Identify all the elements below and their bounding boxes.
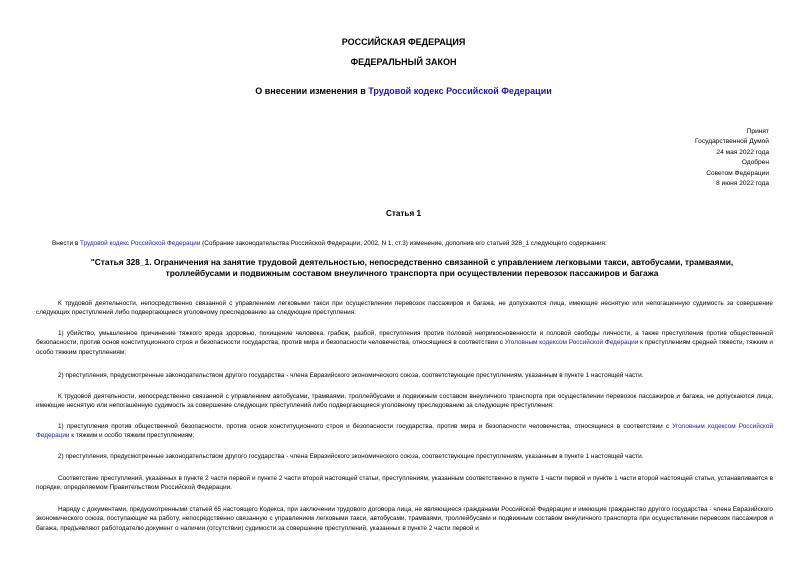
intro-suffix: (Собрание законодательства Российской Федерации, 2002, N 1, ст.3) изменение, дополнив его статьей 328_1 следующего содержания: [200,240,607,247]
adoption-line: 24 мая 2022 года [716,148,769,156]
header-country: РОССИЙСКАЯ ФЕДЕРАЦИЯ [341,37,466,47]
law-title [0,86,807,97]
labor-code-link[interactable]: Трудовой кодекс Российской Федерации [368,86,552,96]
header-law-type: ФЕДЕРАЛЬНЫЙ ЗАКОН [350,57,457,67]
article-intro [52,239,772,248]
paragraph [36,329,773,357]
new-article-heading: "Статья 328_1. Ограничения на занятие трудовой деятельностью, непосредственно связанной с управлением легковыми такси, автобусами, трамваями, троллейбусами и подвижным составом внеуличного транспорта при осуществлении перевозок пассажиров и багажа [90,257,734,278]
criminal-code-link[interactable]: Уголовным кодексом Российской Федерации [36,423,774,440]
adoption-line: Государственной Думой [695,138,769,146]
labor-code-link[interactable]: Трудовой кодекс Российской Федерации [79,240,201,247]
adoption-line: 8 июня 2022 года [716,180,769,188]
adoption-line: Советом Федерации [706,169,769,177]
paragraph: К трудовой деятельности, непосредственно связанной с управлением легковыми такси при осуществлении перевозок пассажиров и багажа, не допускаются лица, имеющие неснятую или непогашенную судимость за совершение следующих преступлений либо подвергающиеся уголовному преследованию за следующие преступления: [36,300,773,317]
article-title: Статья 1 [385,209,422,218]
paragraph: 2) преступления, предусмотренные законодательством другого государства - члена Евразийского экономического союза, соответствующие преступлениям, указанным в пункте 1 настоящей части. [58,453,644,460]
adoption-line: Одобрен [741,159,769,167]
paragraph: 2) преступления, предусмотренные законодательством другого государства - члена Евразийского экономического союза, соответствующие преступлениям, указанным в пункте 1 настоящей части. [58,372,644,379]
adoption-info [695,127,769,189]
adoption-line: Принят [746,128,769,135]
paragraph: Наряду с документами, предусмотренными статьей 65 настоящего Кодекса, при заключении трудового договора лица, не являющиеся гражданами Российской Федерации и имеющие гражданство другого государства - члена Евразийского экономического союза, поступающие на работу, непосредственно связанную с управлением легковыми такси, автобусами, трамваями, троллейбусами и подвижным составом внеуличного транспорта при осуществлении перевозок пассажиров и багажа, предъявляют работодателю документ о наличии (отсутствии) судимости за совершение преступлений, указанных в пункте 2 части первой и [36,506,773,532]
paragraph-text: 1) преступления против общественной безопасности, против основ конституционного строя и безопасности государства, против мира и безопасности человечества, относящиеся в соответствии с [58,423,673,430]
paragraph: Соответствие преступлений, указанных в пункте 2 части первой и пункте 2 части второй настоящей статьи, преступлениям, указанным соответственно в пункте 1 части первой и пункте 1 части второй настоящей статьи, устанавливается в порядке, определяемом Правительством Российской Федерации. [36,475,773,492]
paragraph-text: к тяжким и особо тяжким преступлениям; [69,432,195,440]
law-title-prefix: О внесении изменения в [255,86,369,96]
criminal-code-link[interactable]: Уголовным кодексом Российской Федерации [504,339,639,347]
paragraph [36,422,773,441]
intro-prefix: Внести в [52,240,80,247]
paragraph-text: 1) убийство, умышленное причинение тяжкого вреда здоровью, похищение человека, грабеж, разбой, преступления против половой неприкосновенности и половой свободы личности, а также преступления против общественной безопасности, против основ конституционного строя и безопасности государства, против мира и безопасности человечества, относящиеся в соответствии с [36,330,773,347]
paragraph: К трудовой деятельности, непосредственно связанной с управлением автобусами, трамваями, троллейбусами и подвижным составом внеуличного транспорта при осуществлении перевозок пассажиров и багажа, не допускаются лица, имеющие неснятую или непогашенную судимость за совершение следующих преступлений либо подвергающиеся уголовному преследованию за следующие преступления: [36,393,773,410]
paragraph-text: к преступлениям средней тяжести, тяжким и особо тяжким преступлениям; [36,339,773,356]
